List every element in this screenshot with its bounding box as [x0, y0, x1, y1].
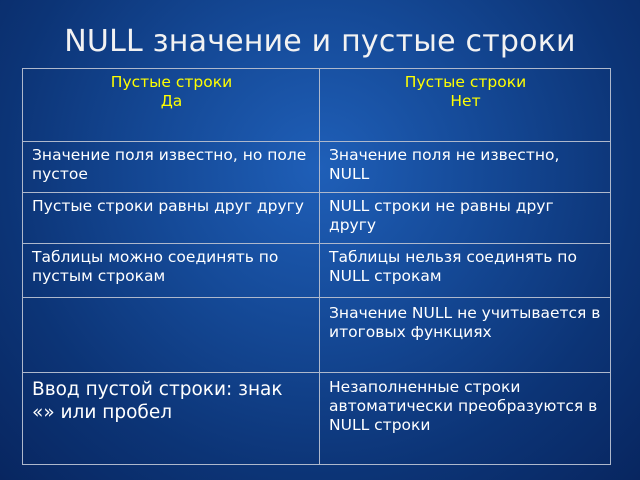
table-cell: Значение поля известно, но поле пустое — [23, 142, 320, 193]
header-label: Пустые строки — [404, 73, 527, 91]
header-value: Да — [160, 92, 183, 110]
table-row — [23, 193, 611, 244]
header-label: Пустые строки — [110, 73, 233, 91]
slide-title: NULL значение и пустые строки — [64, 24, 576, 59]
table-cell: Незаполненные строки автоматически преобразуются в NULL строки — [320, 373, 611, 465]
header-empty-strings-no — [320, 69, 611, 142]
header-row — [23, 69, 611, 142]
table-cell-empty — [23, 298, 320, 373]
table-cell: Таблицы можно соединять по пустым строкам — [23, 244, 320, 298]
comparison-table — [22, 68, 611, 465]
table-cell: Значение поля не известно, NULL — [320, 142, 611, 193]
table-cell: Ввод пустой строки: знак «» или пробел — [23, 373, 320, 465]
table-cell: Пустые строки равны друг другу — [23, 193, 320, 244]
table-row — [23, 373, 611, 465]
table-cell: NULL строки не равны друг другу — [320, 193, 611, 244]
table-row — [23, 244, 611, 298]
table-row — [23, 298, 611, 373]
table-row — [23, 142, 611, 193]
header-value: Нет — [450, 92, 481, 110]
header-empty-strings-yes — [23, 69, 320, 142]
table-cell: Значение NULL не учитывается в итоговых функциях — [320, 298, 611, 373]
table-cell: Таблицы нельзя соединять по NULL строкам — [320, 244, 611, 298]
